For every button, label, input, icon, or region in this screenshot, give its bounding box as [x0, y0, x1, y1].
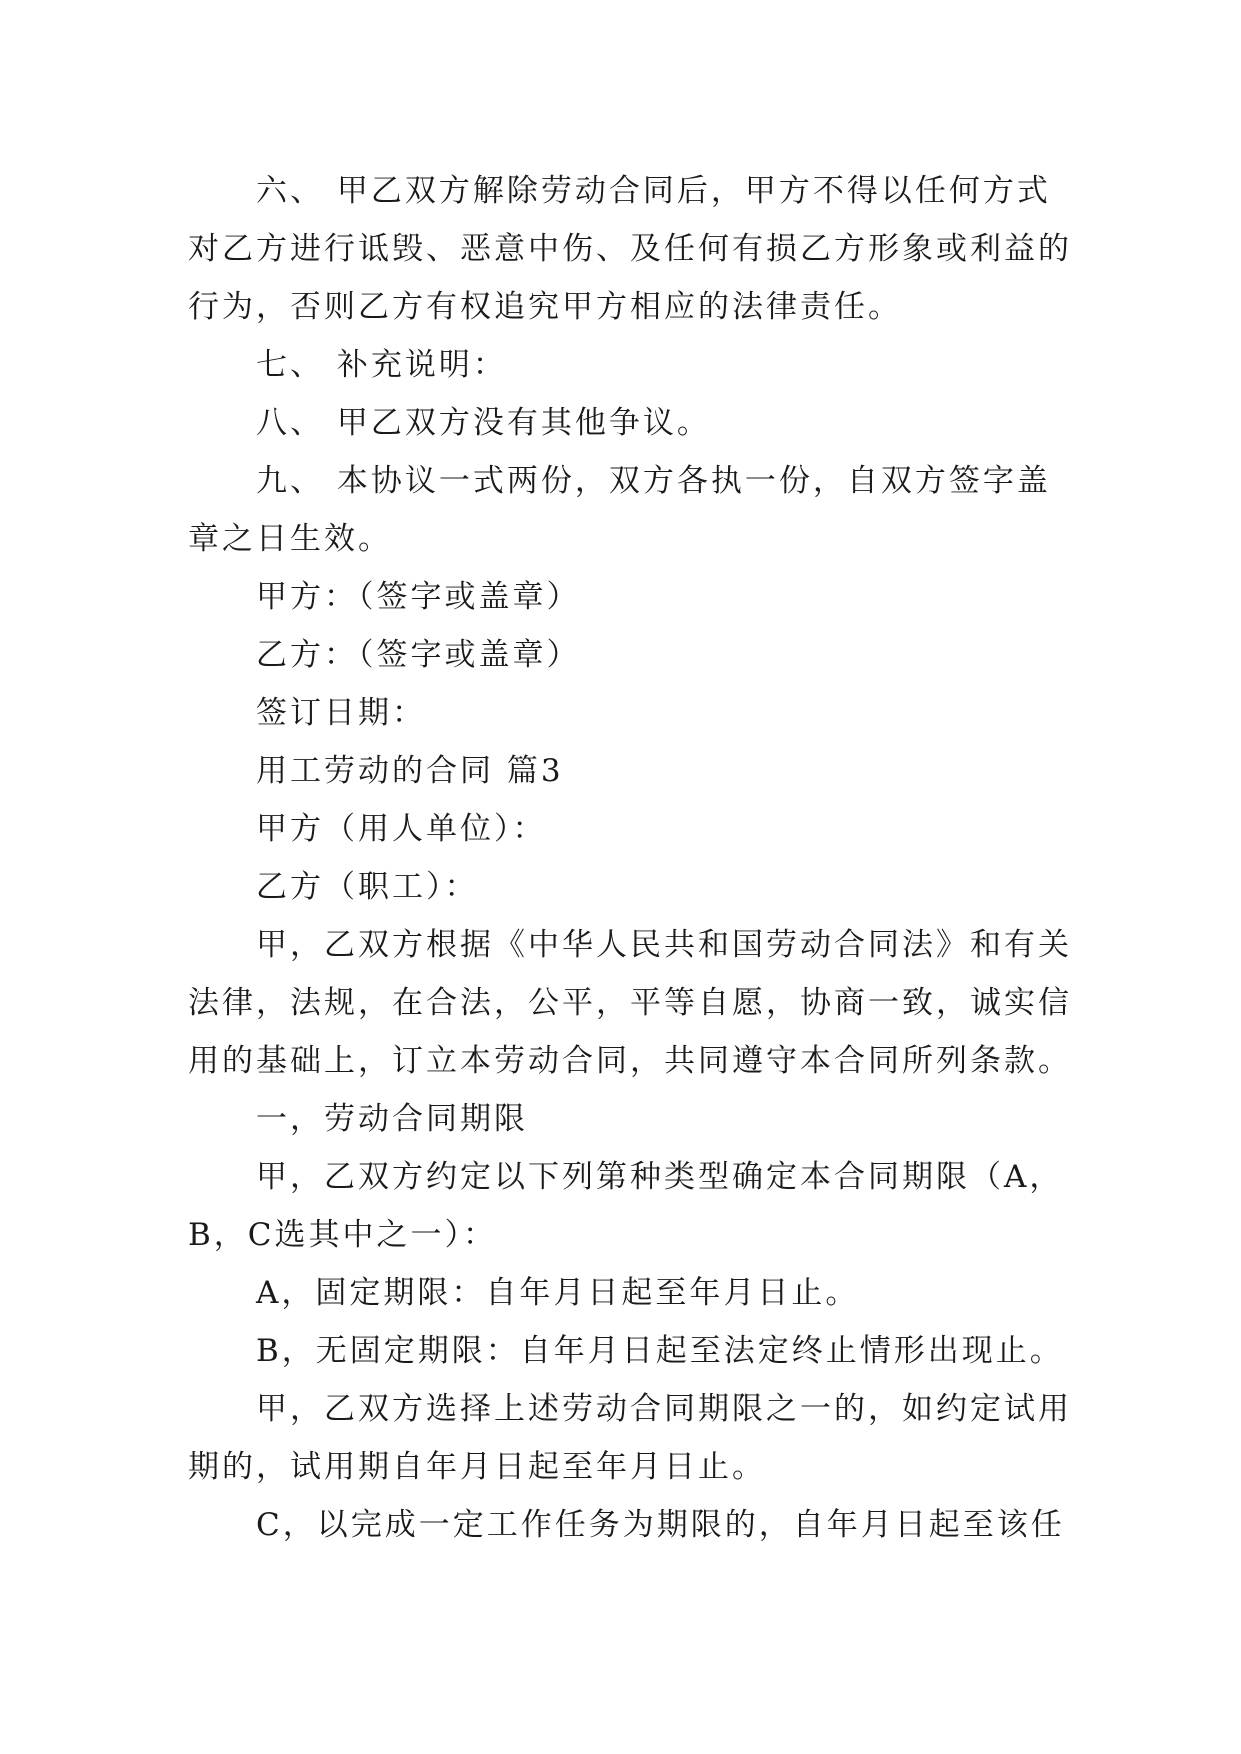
document-body	[188, 162, 1072, 1554]
text-line: B，C选其中之一）：	[188, 1217, 497, 1253]
text-line: 七、 补充说明：	[256, 347, 507, 383]
text-line: 六、 甲乙双方解除劳动合同后，甲方不得以任何方式	[256, 173, 1051, 209]
text-line: 九、 本协议一式两份，双方各执一份，自双方签字盖	[256, 463, 1051, 499]
section-title: 用工劳动的合同 篇3	[256, 753, 564, 789]
clause-heading: 一，劳动合同期限	[256, 1101, 528, 1137]
text-line: 对乙方进行诋毁、恶意中伤、及任何有损乙方形象或利益的	[188, 231, 1072, 267]
text-line: 行为，否则乙方有权追究甲方相应的法律责任。	[188, 289, 902, 325]
signature-line-party-a: 甲方：（签字或盖章）	[256, 579, 581, 615]
signature-line-party-b: 乙方：（签字或盖章）	[256, 637, 581, 673]
text-line: A，固定期限：自年月日起至年月日止。	[256, 1275, 860, 1311]
text-line: 用的基础上，订立本劳动合同，共同遵守本合同所列条款。	[188, 1043, 1072, 1079]
text-line: C，以完成一定工作任务为期限的，自年月日起至该任	[256, 1507, 1065, 1543]
text-line: 甲，乙双方约定以下列第种类型确定本合同期限（A，	[256, 1159, 1064, 1195]
text-line: 章之日生效。	[188, 521, 392, 557]
text-line: 甲，乙双方选择上述劳动合同期限之一的，如约定试用	[256, 1391, 1072, 1427]
text-line: B，无固定期限：自年月日起至法定终止情形出现止。	[256, 1333, 1064, 1369]
text-line: 甲，乙双方根据《中华人民共和国劳动合同法》和有关	[256, 927, 1072, 963]
text-line: 乙方（职工）：	[256, 869, 479, 905]
text-line: 八、 甲乙双方没有其他争议。	[256, 405, 711, 441]
text-line: 期的，试用期自年月日起至年月日止。	[188, 1449, 766, 1485]
text-line: 甲方（用人单位）：	[256, 811, 547, 847]
text-line: 法律，法规，在合法，公平，平等自愿，协商一致，诚实信	[188, 985, 1072, 1021]
signing-date-line: 签订日期：	[256, 695, 426, 731]
